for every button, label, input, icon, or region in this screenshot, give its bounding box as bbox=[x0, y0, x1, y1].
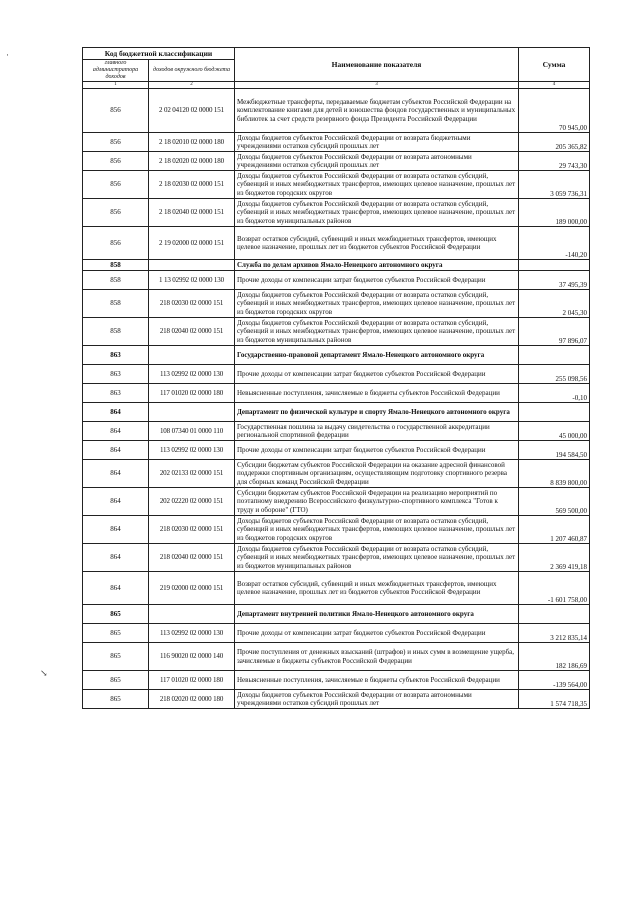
admin-code-cell: 864 bbox=[83, 572, 149, 605]
amount-cell: -1 601 758,00 bbox=[519, 572, 590, 605]
indicator-name-cell: Возврат остатков субсидий, субвенций и иных межбюджетных трансфертов, имеющих целевое назначение, прошлых лет из бюджетов субъектов Российской Федерации bbox=[235, 227, 519, 260]
table-row bbox=[83, 572, 590, 605]
budget-code-cell: 113 02992 02 0000 130 bbox=[149, 365, 235, 384]
budget-code-cell bbox=[149, 403, 235, 422]
amount-cell: 70 945,00 bbox=[519, 89, 590, 133]
admin-code-cell: 856 bbox=[83, 227, 149, 260]
section-row bbox=[83, 605, 590, 624]
indicator-name-cell: Доходы бюджетов субъектов Российской Федерации от возврата автономными учреждениями остатков субсидий прошлых лет bbox=[235, 690, 519, 709]
amount-cell: 3 212 835,14 bbox=[519, 624, 590, 643]
budget-code-cell: 2 18 02010 02 0000 180 bbox=[149, 133, 235, 152]
admin-code-cell: 858 bbox=[83, 260, 149, 271]
header-admin-column: главного администратора доходов bbox=[83, 60, 149, 82]
amount-cell: 2 045,30 bbox=[519, 290, 590, 318]
amount-cell: 37 495,39 bbox=[519, 271, 590, 290]
table-row bbox=[83, 460, 590, 488]
budget-code-cell: 202 02220 02 0000 151 bbox=[149, 488, 235, 516]
amount-cell: -139 564,00 bbox=[519, 671, 590, 690]
amount-cell: 29 743,30 bbox=[519, 152, 590, 171]
admin-code-cell: 864 bbox=[83, 403, 149, 422]
budget-code-cell: 218 02030 02 0000 151 bbox=[149, 290, 235, 318]
indicator-name-cell: Субсидии бюджетам субъектов Российской Федерации на оказание адресной финансовой поддержки спортивным организациям, осуществляющим подготовку спортивного резерва для сборных команд Российской Федерации bbox=[235, 460, 519, 488]
amount-cell bbox=[519, 346, 590, 365]
indicator-name-cell: Департамент по физической культуре и спорту Ямало-Ненецкого автономного округа bbox=[235, 403, 519, 422]
table-row bbox=[83, 365, 590, 384]
budget-code-cell: 218 02040 02 0000 151 bbox=[149, 318, 235, 346]
header-number-3: 3 bbox=[235, 82, 519, 89]
admin-code-cell: 864 bbox=[83, 441, 149, 460]
section-row bbox=[83, 260, 590, 271]
header-number-1: 1 bbox=[83, 82, 149, 89]
table-row bbox=[83, 271, 590, 290]
indicator-name-cell: Возврат остатков субсидий, субвенций и иных межбюджетных трансфертов, имеющих целевое назначение, прошлых лет из бюджетов субъектов Российской Федерации bbox=[235, 572, 519, 605]
budget-code-cell: 2 02 04120 02 0000 151 bbox=[149, 89, 235, 133]
budget-code-cell: 2 18 02030 02 0000 151 bbox=[149, 171, 235, 199]
indicator-name-cell: Межбюджетные трансферты, передаваемые бюджетам субъектов Российской Федерации на комплектование книгами для детей и юношества фондов государственных и муниципальных библиотек за счет средств резервного фонда Президента Российской Федерации bbox=[235, 89, 519, 133]
table-row bbox=[83, 671, 590, 690]
amount-cell: 3 059 736,31 bbox=[519, 171, 590, 199]
indicator-name-cell: Доходы бюджетов субъектов Российской Федерации от возврата бюджетными учреждениями остатков субсидий прошлых лет bbox=[235, 133, 519, 152]
budget-code-cell: 2 19 02000 02 0000 151 bbox=[149, 227, 235, 260]
table-row bbox=[83, 643, 590, 671]
amount-cell: 45 000,00 bbox=[519, 422, 590, 441]
admin-code-cell: 864 bbox=[83, 488, 149, 516]
admin-code-cell: 865 bbox=[83, 643, 149, 671]
budget-code-cell bbox=[149, 260, 235, 271]
table-row bbox=[83, 171, 590, 199]
table-row bbox=[83, 290, 590, 318]
amount-cell: 8 839 800,00 bbox=[519, 460, 590, 488]
amount-cell: 182 186,69 bbox=[519, 643, 590, 671]
budget-code-cell: 2 18 02040 02 0000 151 bbox=[149, 199, 235, 227]
scan-mark-dot: · bbox=[6, 50, 9, 60]
indicator-name-cell: Государственно-правовой департамент Ямало-Ненецкого автономного округа bbox=[235, 346, 519, 365]
indicator-name-cell: Прочие доходы от компенсации затрат бюджетов субъектов Российской Федерации bbox=[235, 624, 519, 643]
budget-code-cell: 113 02992 02 0000 130 bbox=[149, 441, 235, 460]
table-row bbox=[83, 227, 590, 260]
indicator-name-cell: Государственная пошлина за выдачу свидетельства о государственной аккредитации региональной спортивной федерации bbox=[235, 422, 519, 441]
amount-cell: -140,20 bbox=[519, 227, 590, 260]
amount-cell: 205 365,82 bbox=[519, 133, 590, 152]
section-row bbox=[83, 403, 590, 422]
indicator-name-cell: Доходы бюджетов субъектов Российской Федерации от возврата остатков субсидий, субвенций и иных межбюджетных трансфертов, имеющих целевое назначение, прошлых лет из бюджетов муниципальных районов bbox=[235, 199, 519, 227]
admin-code-cell: 864 bbox=[83, 544, 149, 572]
budget-code-cell: 1 13 02992 02 0000 130 bbox=[149, 271, 235, 290]
header-number-4: 4 bbox=[519, 82, 590, 89]
scan-mark-tick: ↘ bbox=[40, 668, 48, 678]
admin-code-cell: 865 bbox=[83, 624, 149, 643]
admin-code-cell: 856 bbox=[83, 152, 149, 171]
amount-cell: 569 500,00 bbox=[519, 488, 590, 516]
table-row bbox=[83, 516, 590, 544]
admin-code-cell: 856 bbox=[83, 89, 149, 133]
indicator-name-cell: Прочие доходы от компенсации затрат бюджетов субъектов Российской Федерации bbox=[235, 365, 519, 384]
budget-code-cell: 116 90020 02 0000 140 bbox=[149, 643, 235, 671]
indicator-name-cell: Доходы бюджетов субъектов Российской Федерации от возврата остатков субсидий, субвенций и иных межбюджетных трансфертов, имеющих целевое назначение, прошлых лет из бюджетов городских округов bbox=[235, 290, 519, 318]
table-row bbox=[83, 152, 590, 171]
table-row bbox=[83, 488, 590, 516]
budget-code-cell: 117 01020 02 0000 180 bbox=[149, 384, 235, 403]
table-row bbox=[83, 422, 590, 441]
amount-cell: 2 369 419,18 bbox=[519, 544, 590, 572]
admin-code-cell: 864 bbox=[83, 460, 149, 488]
table-row bbox=[83, 89, 590, 133]
admin-code-cell: 856 bbox=[83, 133, 149, 152]
indicator-name-cell: Невыясненные поступления, зачисляемые в бюджеты субъектов Российской Федерации bbox=[235, 384, 519, 403]
indicator-name-cell: Доходы бюджетов субъектов Российской Федерации от возврата остатков субсидий, субвенций и иных межбюджетных трансфертов, имеющих целевое назначение, прошлых лет из бюджетов городских округов bbox=[235, 516, 519, 544]
amount-cell: 1 574 718,35 bbox=[519, 690, 590, 709]
amount-cell: 255 098,56 bbox=[519, 365, 590, 384]
budget-code-cell: 219 02000 02 0000 151 bbox=[149, 572, 235, 605]
budget-code-cell: 2 18 02020 02 0000 180 bbox=[149, 152, 235, 171]
amount-cell: 97 896,07 bbox=[519, 318, 590, 346]
table-header bbox=[83, 48, 590, 89]
admin-code-cell: 856 bbox=[83, 171, 149, 199]
amount-cell bbox=[519, 260, 590, 271]
budget-code-cell: 202 02133 02 0000 151 bbox=[149, 460, 235, 488]
budget-code-cell: 117 01020 02 0000 180 bbox=[149, 671, 235, 690]
budget-code-cell: 218 02040 02 0000 151 bbox=[149, 544, 235, 572]
header-number-2: 2 bbox=[149, 82, 235, 89]
table-row bbox=[83, 318, 590, 346]
admin-code-cell: 865 bbox=[83, 690, 149, 709]
admin-code-cell: 863 bbox=[83, 384, 149, 403]
section-row bbox=[83, 346, 590, 365]
indicator-name-cell: Доходы бюджетов субъектов Российской Федерации от возврата остатков субсидий, субвенций и иных межбюджетных трансфертов, имеющих целевое назначение, прошлых лет из бюджетов муниципальных районов bbox=[235, 318, 519, 346]
budget-code-cell bbox=[149, 605, 235, 624]
budget-code-cell: 218 02030 02 0000 151 bbox=[149, 516, 235, 544]
amount-cell bbox=[519, 403, 590, 422]
amount-cell: 1 207 460,87 bbox=[519, 516, 590, 544]
table-row bbox=[83, 624, 590, 643]
indicator-name-cell: Департамент внутренней политики Ямало-Ненецкого автономного округа bbox=[235, 605, 519, 624]
table-row bbox=[83, 544, 590, 572]
budget-classification-table bbox=[82, 47, 590, 709]
budget-code-cell: 108 07340 01 0000 110 bbox=[149, 422, 235, 441]
table-row bbox=[83, 384, 590, 403]
admin-code-cell: 858 bbox=[83, 271, 149, 290]
indicator-name-cell: Прочие доходы от компенсации затрат бюджетов субъектов Российской Федерации bbox=[235, 271, 519, 290]
admin-code-cell: 858 bbox=[83, 318, 149, 346]
table-row bbox=[83, 441, 590, 460]
admin-code-cell: 864 bbox=[83, 516, 149, 544]
indicator-name-cell: Невыясненные поступления, зачисляемые в бюджеты субъектов Российской Федерации bbox=[235, 671, 519, 690]
indicator-name-cell: Доходы бюджетов субъектов Российской Федерации от возврата автономными учреждениями остатков субсидий прошлых лет bbox=[235, 152, 519, 171]
amount-cell: 189 000,00 bbox=[519, 199, 590, 227]
admin-code-cell: 864 bbox=[83, 422, 149, 441]
indicator-name-cell: Служба по делам архивов Ямало-Ненецкого автономного округа bbox=[235, 260, 519, 271]
indicator-name-cell: Субсидии бюджетам субъектов Российской Федерации на реализацию мероприятий по поэтапному внедрению Всероссийского физкультурно-спортивного комплекса "Готов к труду и обороне" (ГТО) bbox=[235, 488, 519, 516]
table-row bbox=[83, 133, 590, 152]
budget-code-cell bbox=[149, 346, 235, 365]
table-body bbox=[83, 89, 590, 709]
header-budget-column: доходов окружного бюджета bbox=[149, 60, 235, 82]
admin-code-cell: 865 bbox=[83, 671, 149, 690]
table-row bbox=[83, 690, 590, 709]
amount-cell: 194 584,50 bbox=[519, 441, 590, 460]
budget-code-cell: 113 02992 02 0000 130 bbox=[149, 624, 235, 643]
header-sum-column: Сумма bbox=[519, 48, 590, 82]
budget-table-page bbox=[82, 47, 589, 709]
admin-code-cell: 863 bbox=[83, 365, 149, 384]
table-row bbox=[83, 199, 590, 227]
indicator-name-cell: Доходы бюджетов субъектов Российской Федерации от возврата остатков субсидий, субвенций и иных межбюджетных трансфертов, имеющих целевое назначение, прошлых лет из бюджетов муниципальных районов bbox=[235, 544, 519, 572]
header-group-title: Код бюджетной классификации bbox=[83, 48, 235, 60]
admin-code-cell: 865 bbox=[83, 605, 149, 624]
admin-code-cell: 856 bbox=[83, 199, 149, 227]
indicator-name-cell: Прочие доходы от компенсации затрат бюджетов субъектов Российской Федерации bbox=[235, 441, 519, 460]
header-name-column: Наименование показателя bbox=[235, 48, 519, 82]
indicator-name-cell: Прочие поступления от денежных взысканий (штрафов) и иных сумм в возмещение ущерба, зачисляемые в бюджеты субъектов Российской Федерации bbox=[235, 643, 519, 671]
amount-cell: -0,10 bbox=[519, 384, 590, 403]
indicator-name-cell: Доходы бюджетов субъектов Российской Федерации от возврата остатков субсидий, субвенций и иных межбюджетных трансфертов, имеющих целевое назначение, прошлых лет из бюджетов городских округов bbox=[235, 171, 519, 199]
budget-code-cell: 218 02020 02 0000 180 bbox=[149, 690, 235, 709]
admin-code-cell: 858 bbox=[83, 290, 149, 318]
amount-cell bbox=[519, 605, 590, 624]
admin-code-cell: 863 bbox=[83, 346, 149, 365]
